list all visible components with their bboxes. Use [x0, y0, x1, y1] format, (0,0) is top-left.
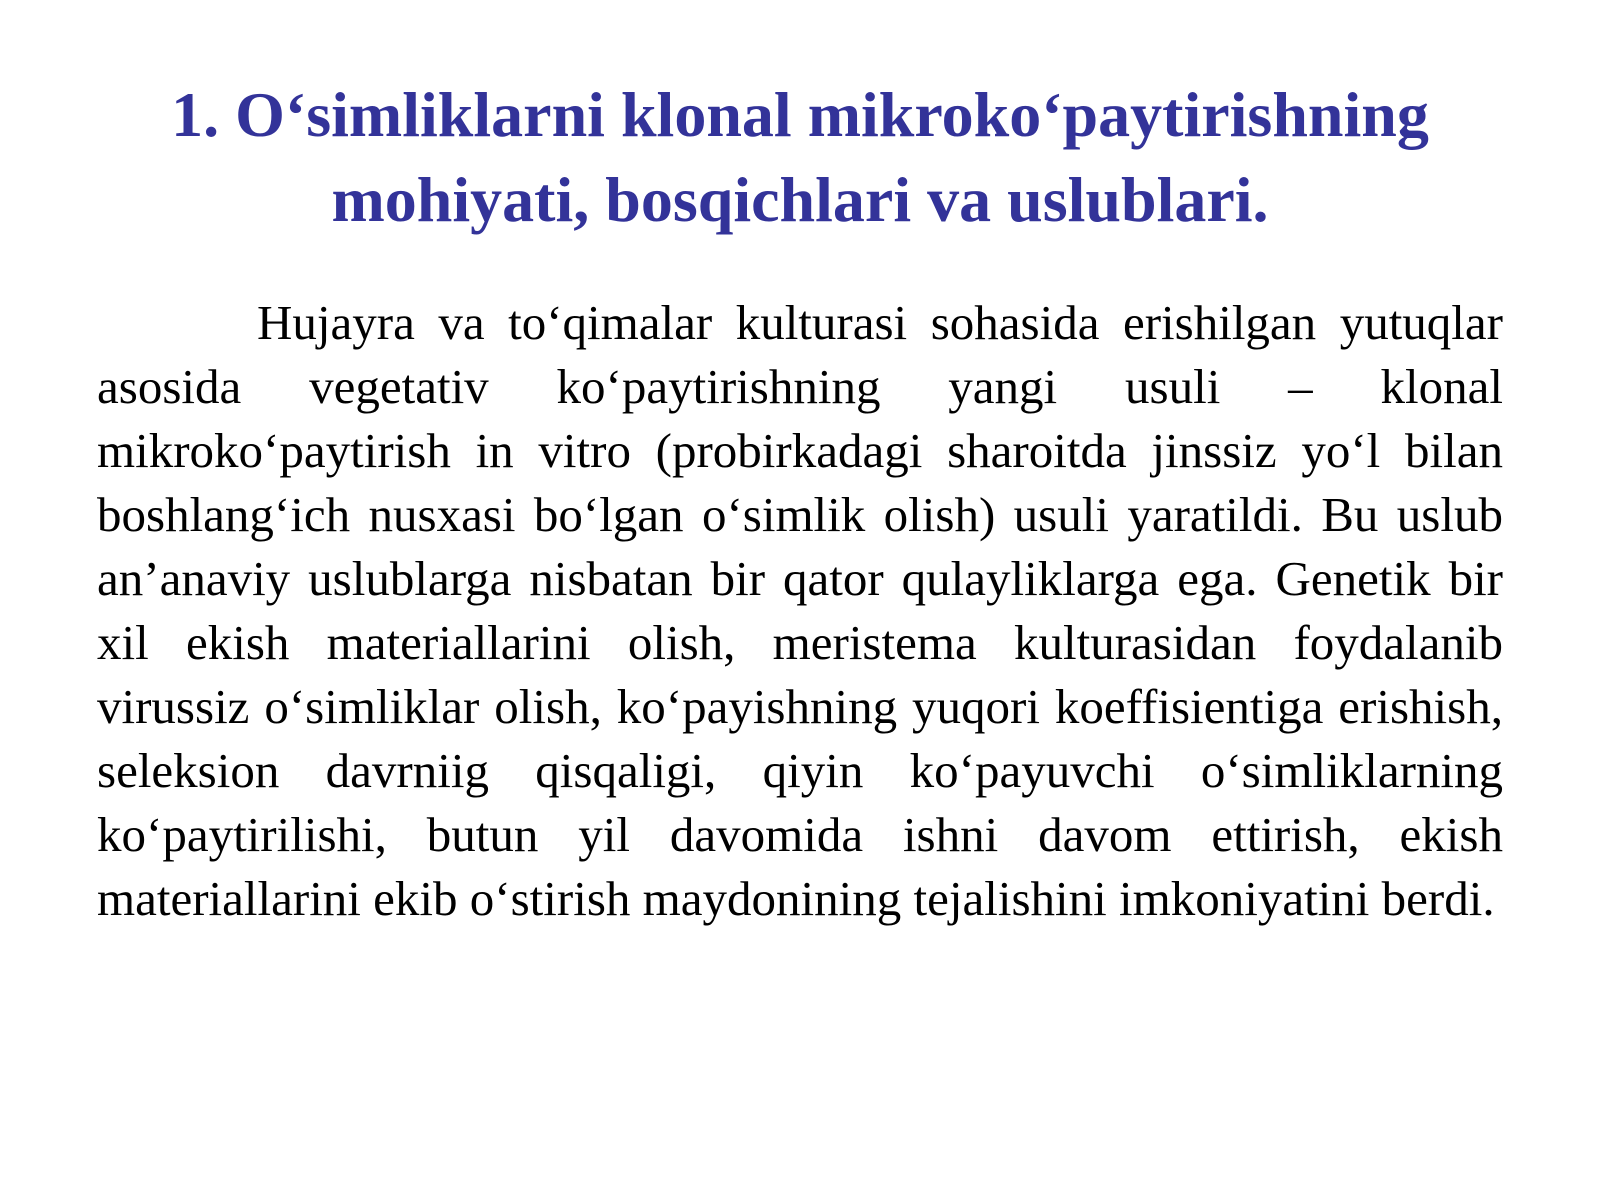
slide-title — [90, 72, 1510, 242]
slide-body-paragraph: Hujayra va to‘qimalar kulturasi sohasida erishilgan yutuqlar asosida vegetativ ko‘paytirishning yangi usuli – klonal mikroko‘paytirish in vitro (probirkadagi sharoitda jinssiz yo‘l bilan boshlang‘ich nusxasi bo‘lgan o‘simlik olish) usuli yaratildi. Bu uslub an’anaviy uslublarga nisbatan bir qator qulayliklarga ega. Genetik bir xil ekish materiallarini olish, meristema kulturasidan foydalanib virussiz o‘simliklar olish, ko‘payishning yuqori koeffisientiga erishish, seleksion davrniig qisqaligi, qiyin ko‘payuvchi o‘simliklarning ko‘paytirilishi, butun yil davomida ishni davom ettirish, ekish materiallarini ekib o‘stirish maydonining tejalishini imkoniyatini berdi. — [97, 295, 1503, 926]
slide-title-line-1: 1. O‘simliklarni klonal mikroko‘paytirishning — [171, 79, 1429, 150]
slide-title-line-2: mohiyati, bosqichlari va uslublari. — [331, 164, 1269, 235]
